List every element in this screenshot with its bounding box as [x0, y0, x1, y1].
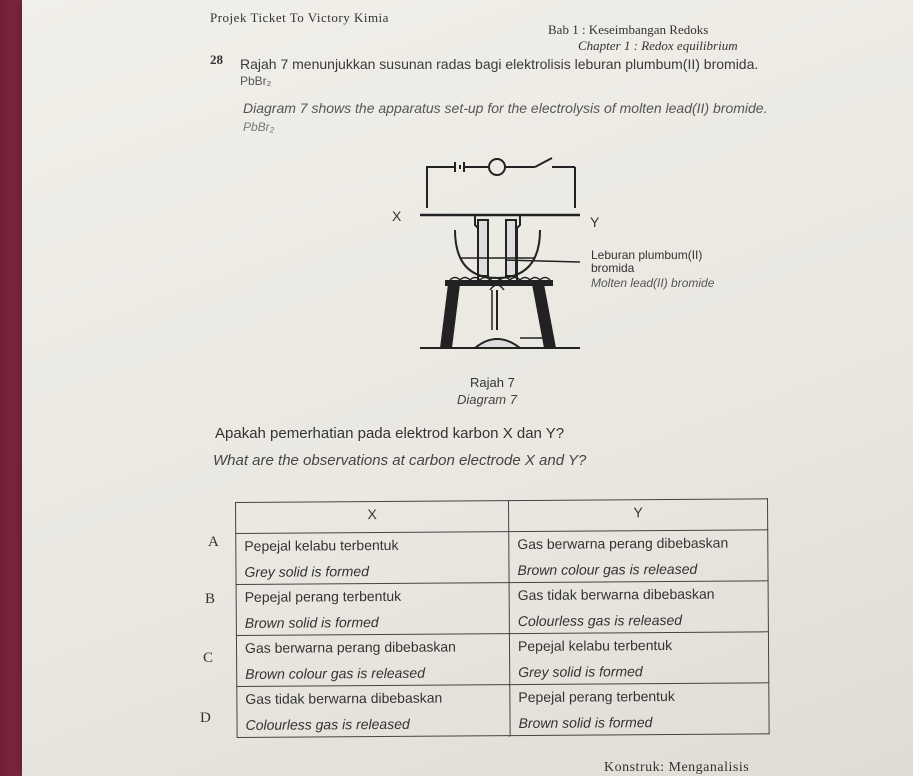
- table-row: [237, 683, 769, 738]
- option-c-y: [509, 632, 768, 685]
- option-d-x: [237, 685, 510, 738]
- molten-label-en: Molten lead(II) bromide: [591, 276, 715, 290]
- electrode-x-label: X: [392, 208, 402, 224]
- column-header-x: X: [236, 501, 509, 534]
- option-letter-d: D: [200, 710, 211, 726]
- option-letter-a: A: [208, 534, 219, 550]
- option-a-x: [236, 532, 509, 585]
- option-b-x-en: Brown solid is formed: [244, 614, 379, 631]
- option-a-y: [509, 530, 768, 583]
- diagram-caption-ms: Rajah 7: [470, 375, 515, 390]
- option-a-x-ms: Pepejal kelabu terbentuk: [244, 536, 399, 554]
- option-b-y: [509, 581, 768, 634]
- option-d-y: [510, 683, 769, 736]
- question-formula-ms: PbBr₂: [240, 74, 272, 88]
- option-d-y-ms: Pepejal perang terbentuk: [518, 687, 675, 706]
- option-d-y-en: Brown solid is formed: [518, 714, 653, 732]
- option-letter-b: B: [205, 591, 216, 607]
- question-number: 28: [210, 52, 223, 67]
- option-c-x: [236, 634, 509, 687]
- option-b-y-ms: Gas tidak berwarna dibebaskan: [517, 585, 715, 604]
- question-text-en: Diagram 7 shows the apparatus set-up for the electrolysis of molten lead(II) bromide.: [243, 100, 768, 116]
- table-row: [236, 632, 768, 687]
- option-b-y-en: Colourless gas is released: [517, 611, 683, 630]
- diagram-caption-en: Diagram 7: [457, 392, 517, 407]
- table-row: [236, 530, 768, 585]
- option-c-x-ms: Gas berwarna perang dibebaskan: [244, 638, 456, 656]
- table-header-row: [236, 499, 768, 534]
- header-title: Projek Ticket To Victory Kimia: [210, 10, 389, 25]
- chapter-title-en: Chapter 1 : Redox equilibrium: [578, 38, 738, 53]
- question-formula-en: PbBr₂: [243, 120, 275, 134]
- construct-label: Konstruk: Menganalisis: [604, 760, 750, 775]
- answer-options-table: [235, 498, 770, 738]
- electrode-y-label: Y: [590, 214, 600, 230]
- molten-label-ms-2: bromida: [591, 261, 635, 275]
- option-a-x-en: Grey solid is formed: [244, 563, 370, 580]
- table-row: [236, 581, 768, 636]
- ask-text-ms: Apakah pemerhatian pada elektrod karbon X dan Y?: [215, 425, 565, 442]
- option-a-y-ms: Gas berwarna perang dibebaskan: [517, 534, 729, 553]
- option-b-x: [236, 583, 509, 636]
- option-a-y-en: Brown colour gas is released: [517, 560, 698, 579]
- column-header-y: Y: [508, 499, 767, 532]
- question-text-ms: Rajah 7 menunjukkan susunan radas bagi elektrolisis leburan plumbum(II) bromida.: [240, 56, 759, 72]
- option-d-x-ms: Gas tidak berwarna dibebaskan: [245, 689, 443, 707]
- option-c-x-en: Brown colour gas is released: [245, 664, 426, 682]
- chapter-title-ms: Bab 1 : Keseimbangan Redoks: [548, 22, 709, 37]
- option-letter-c: C: [203, 650, 214, 666]
- option-d-x-en: Colourless gas is released: [245, 715, 410, 733]
- option-c-y-en: Grey solid is formed: [518, 663, 643, 681]
- option-c-y-ms: Pepejal kelabu terbentuk: [517, 636, 673, 655]
- option-b-x-ms: Pepejal perang terbentuk: [244, 587, 402, 605]
- molten-label-ms-1: Leburan plumbum(II): [591, 248, 703, 262]
- ask-text-en: What are the observations at carbon electrode X and Y?: [213, 452, 587, 469]
